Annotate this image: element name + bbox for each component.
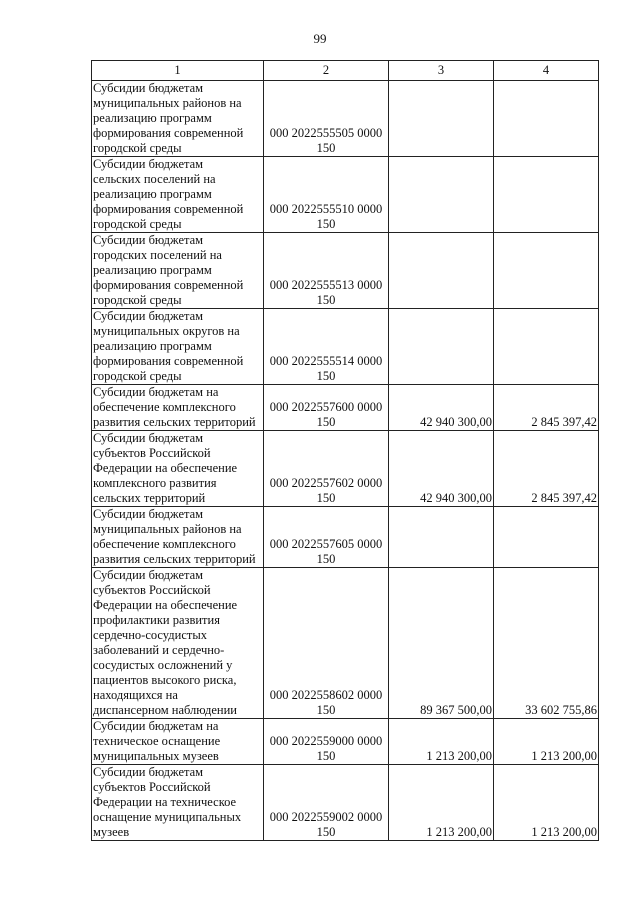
row-code: 000 2022555505 0000 150 [264,81,389,157]
row-code: 000 2022557600 0000 150 [264,385,389,431]
row-code: 000 2022559002 0000 150 [264,765,389,841]
column-header-2: 2 [264,61,389,81]
row-value-col4: 2 845 397,42 [494,431,599,507]
table-row [92,568,599,719]
row-name: Субсидии бюджетам субъектов Российской Федерации на обеспечение профилактики развития сердечно-сосудистых заболеваний и сердечно- сосудистых осложнений у пациентов высокого риска, находящихся на диспансерном наблюдении [92,568,264,719]
row-name: Субсидии бюджетам городских поселений на реализацию программ формирования современной городской среды [92,233,264,309]
row-value-col4 [494,81,599,157]
budget-table [91,60,599,841]
table-row [92,233,599,309]
row-value-col4 [494,157,599,233]
table-row [92,765,599,841]
row-value-col3: 1 213 200,00 [389,765,494,841]
row-value-col3: 42 940 300,00 [389,431,494,507]
table-header-row [92,61,599,81]
row-code: 000 2022557605 0000 150 [264,507,389,568]
table-row [92,157,599,233]
row-value-col4: 1 213 200,00 [494,765,599,841]
row-value-col3: 89 367 500,00 [389,568,494,719]
table-row [92,309,599,385]
table-row [92,81,599,157]
table-row [92,431,599,507]
row-name: Субсидии бюджетам муниципальных округов на реализацию программ формирования современной городской среды [92,309,264,385]
table-row [92,385,599,431]
row-value-col4: 1 213 200,00 [494,719,599,765]
row-name: Субсидии бюджетам муниципальных районов на реализацию программ формирования современной городской среды [92,81,264,157]
row-code: 000 2022559000 0000 150 [264,719,389,765]
row-name: Субсидии бюджетам сельских поселений на реализацию программ формирования современной городской среды [92,157,264,233]
row-name: Субсидии бюджетам субъектов Российской Федерации на техническое оснащение муниципальных музеев [92,765,264,841]
row-value-col3 [389,507,494,568]
row-value-col3 [389,81,494,157]
row-code: 000 2022555514 0000 150 [264,309,389,385]
row-value-col3 [389,233,494,309]
row-code: 000 2022557602 0000 150 [264,431,389,507]
column-header-4: 4 [494,61,599,81]
row-name: Субсидии бюджетам муниципальных районов на обеспечение комплексного развития сельских территорий [92,507,264,568]
column-header-3: 3 [389,61,494,81]
row-name: Субсидии бюджетам субъектов Российской Федерации на обеспечение комплексного развития сельских территорий [92,431,264,507]
page-number: 99 [313,31,327,46]
row-value-col4 [494,309,599,385]
row-code: 000 2022555510 0000 150 [264,157,389,233]
column-header-1: 1 [92,61,264,81]
row-value-col3: 1 213 200,00 [389,719,494,765]
row-value-col4 [494,507,599,568]
row-value-col4: 33 602 755,86 [494,568,599,719]
row-name: Субсидии бюджетам на техническое оснащение муниципальных музеев [92,719,264,765]
row-value-col4 [494,233,599,309]
row-value-col3 [389,157,494,233]
row-code: 000 2022558602 0000 150 [264,568,389,719]
row-code: 000 2022555513 0000 150 [264,233,389,309]
row-value-col3 [389,309,494,385]
row-name: Субсидии бюджетам на обеспечение комплексного развития сельских территорий [92,385,264,431]
row-value-col4: 2 845 397,42 [494,385,599,431]
table-row [92,507,599,568]
table-row [92,719,599,765]
row-value-col3: 42 940 300,00 [389,385,494,431]
